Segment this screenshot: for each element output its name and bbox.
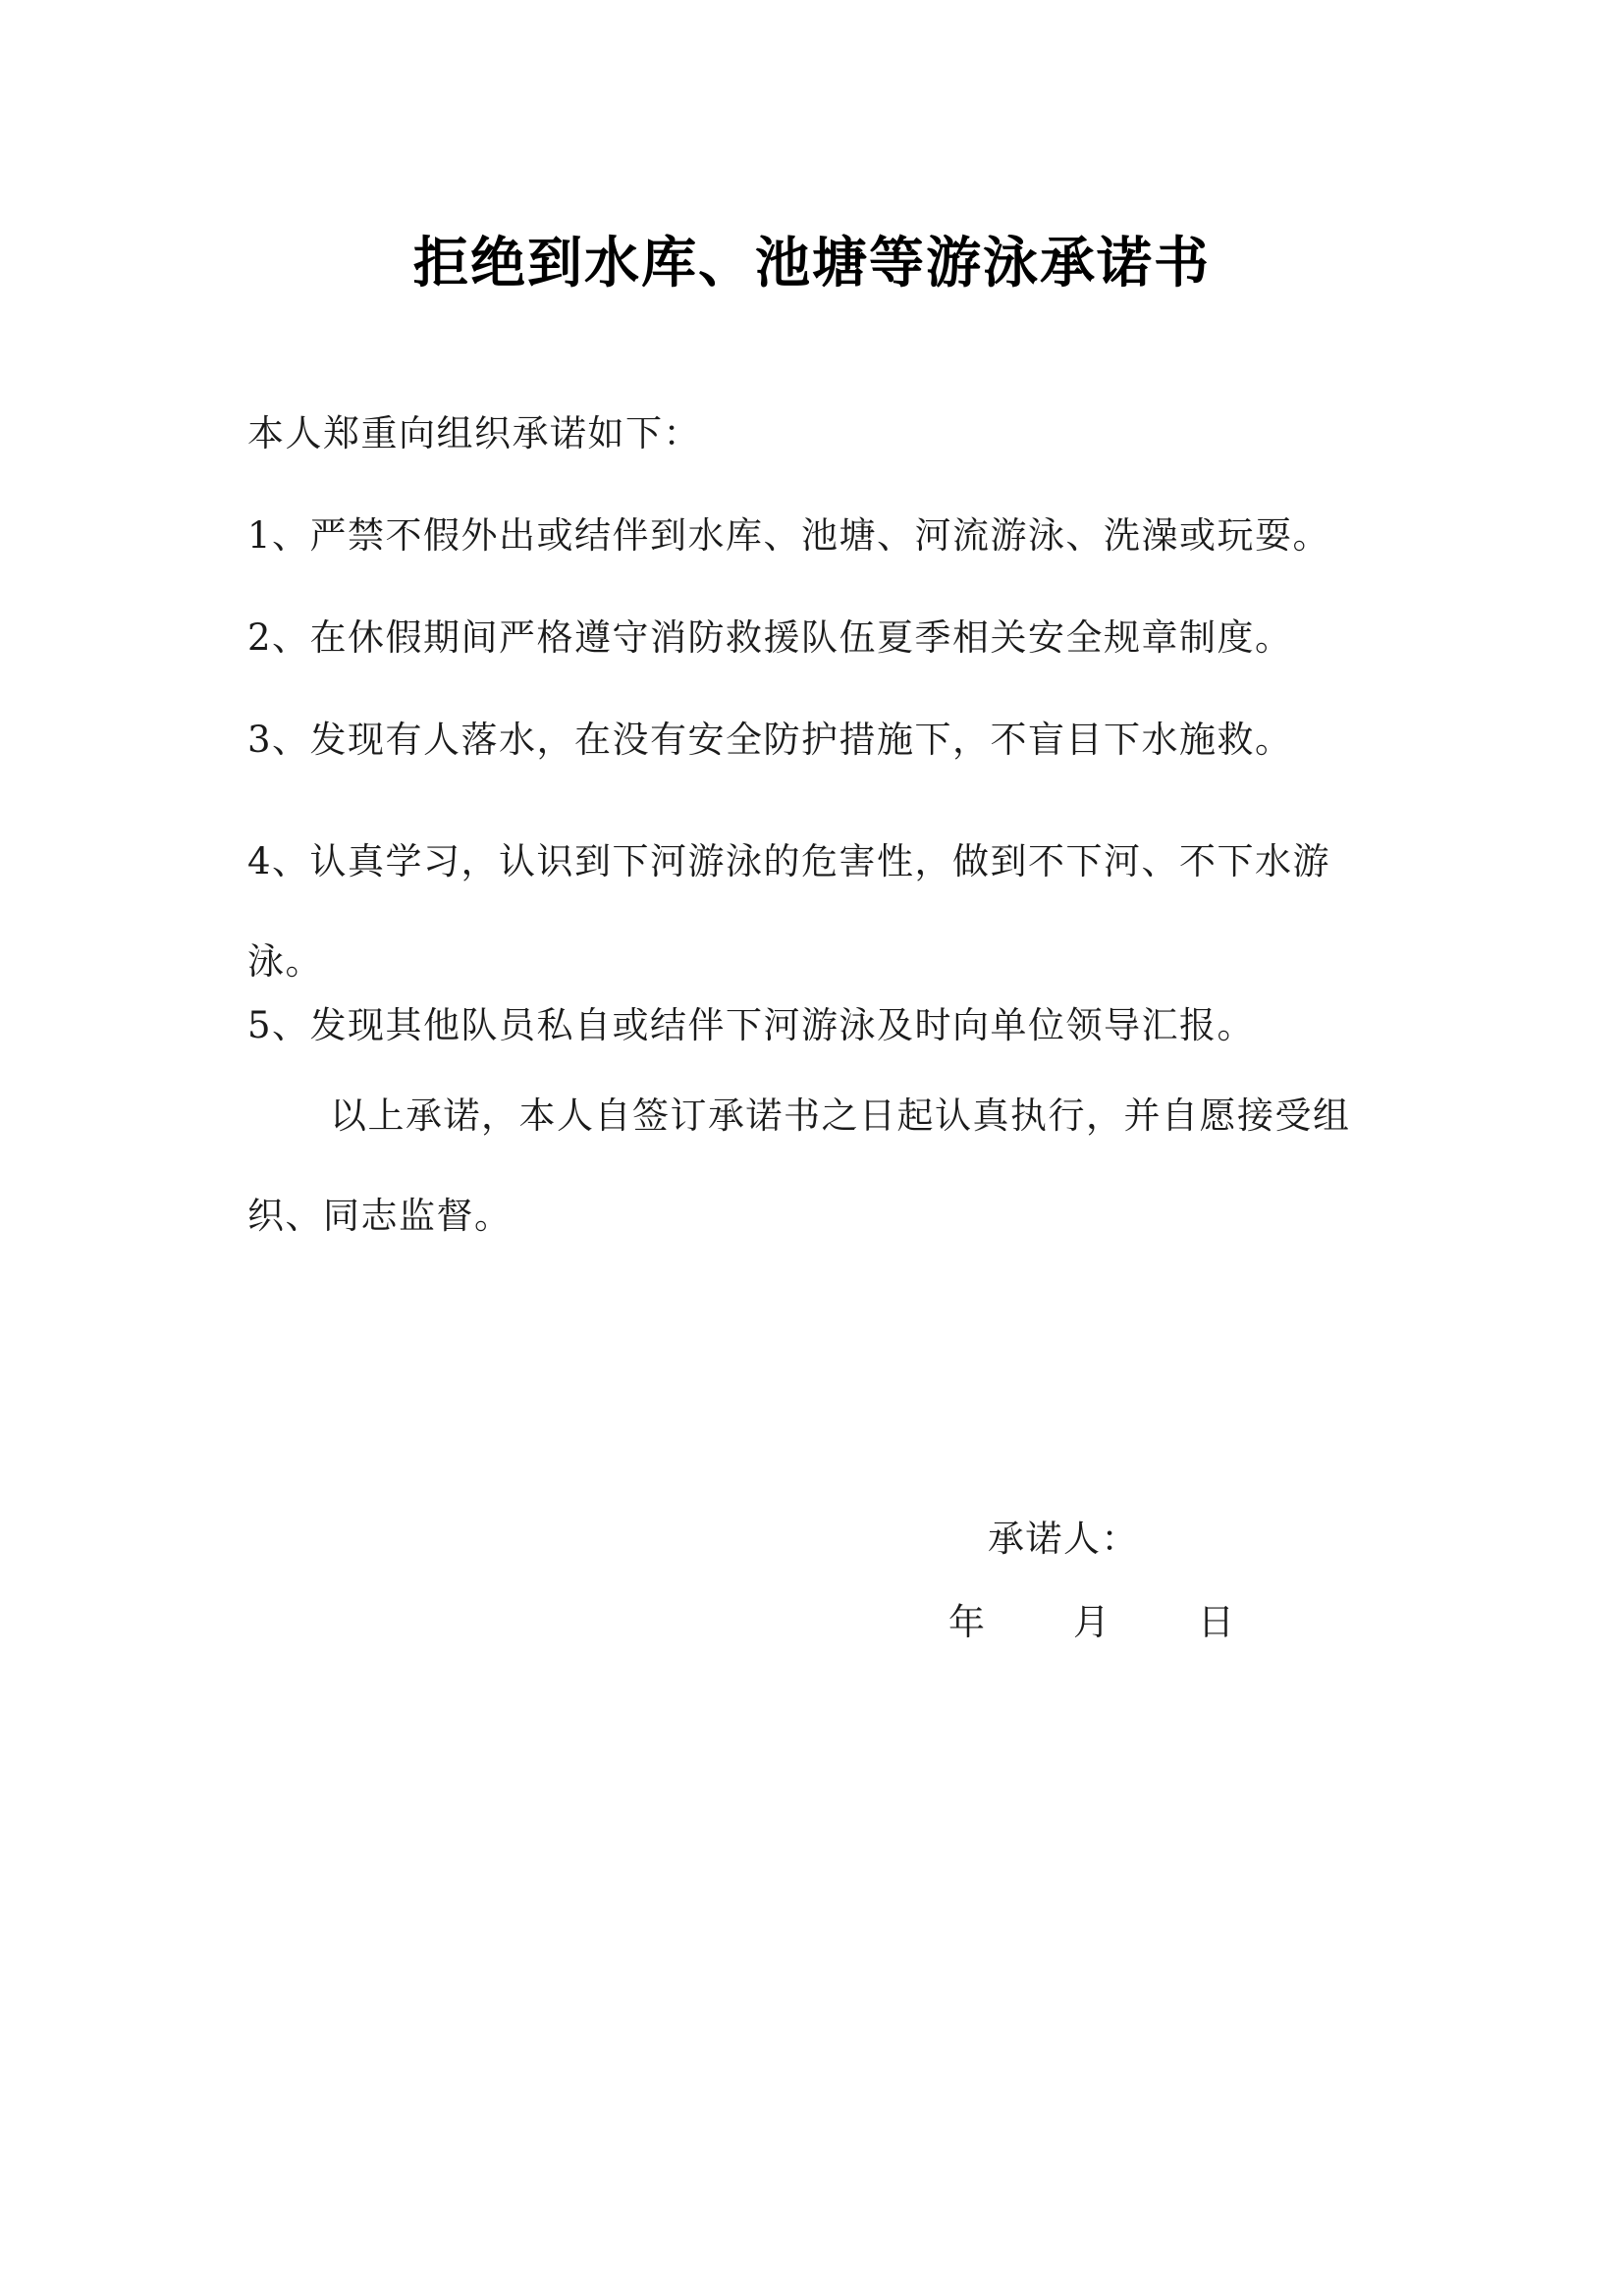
- document-title: 拒绝到水库、池塘等游泳承诺书: [413, 231, 1211, 295]
- commitment-item-4: 4、认真学习，认识到下河游泳的危害性，做到不下河、不下水游泳。: [247, 840, 1331, 983]
- month-label: 月: [1073, 1601, 1110, 1643]
- intro-text: 本人郑重向组织承诺如下：: [247, 412, 701, 454]
- day-label: 日: [1198, 1601, 1234, 1643]
- commitment-item-2: 2、在休假期间严格遵守消防救援队伍夏季相关安全规章制度。: [247, 616, 1293, 659]
- signature-date: [0, 1595, 1624, 1650]
- closing-paragraph: 以上承诺，本人自签订承诺书之日起认真执行，并自愿接受组织、同志监督。: [247, 1095, 1351, 1237]
- signer-label: 承诺人：: [988, 1518, 1139, 1560]
- year-label: 年: [948, 1601, 985, 1643]
- commitment-item-5: 5、发现其他队员私自或结伴下河游泳及时向单位领导汇报。: [247, 1004, 1256, 1046]
- commitment-item-1: 1、严禁不假外出或结伴到水库、池塘、河流游泳、洗澡或玩耍。: [247, 514, 1331, 557]
- commitment-item-3: 3、发现有人落水，在没有安全防护措施下，不盲目下水施救。: [247, 719, 1293, 761]
